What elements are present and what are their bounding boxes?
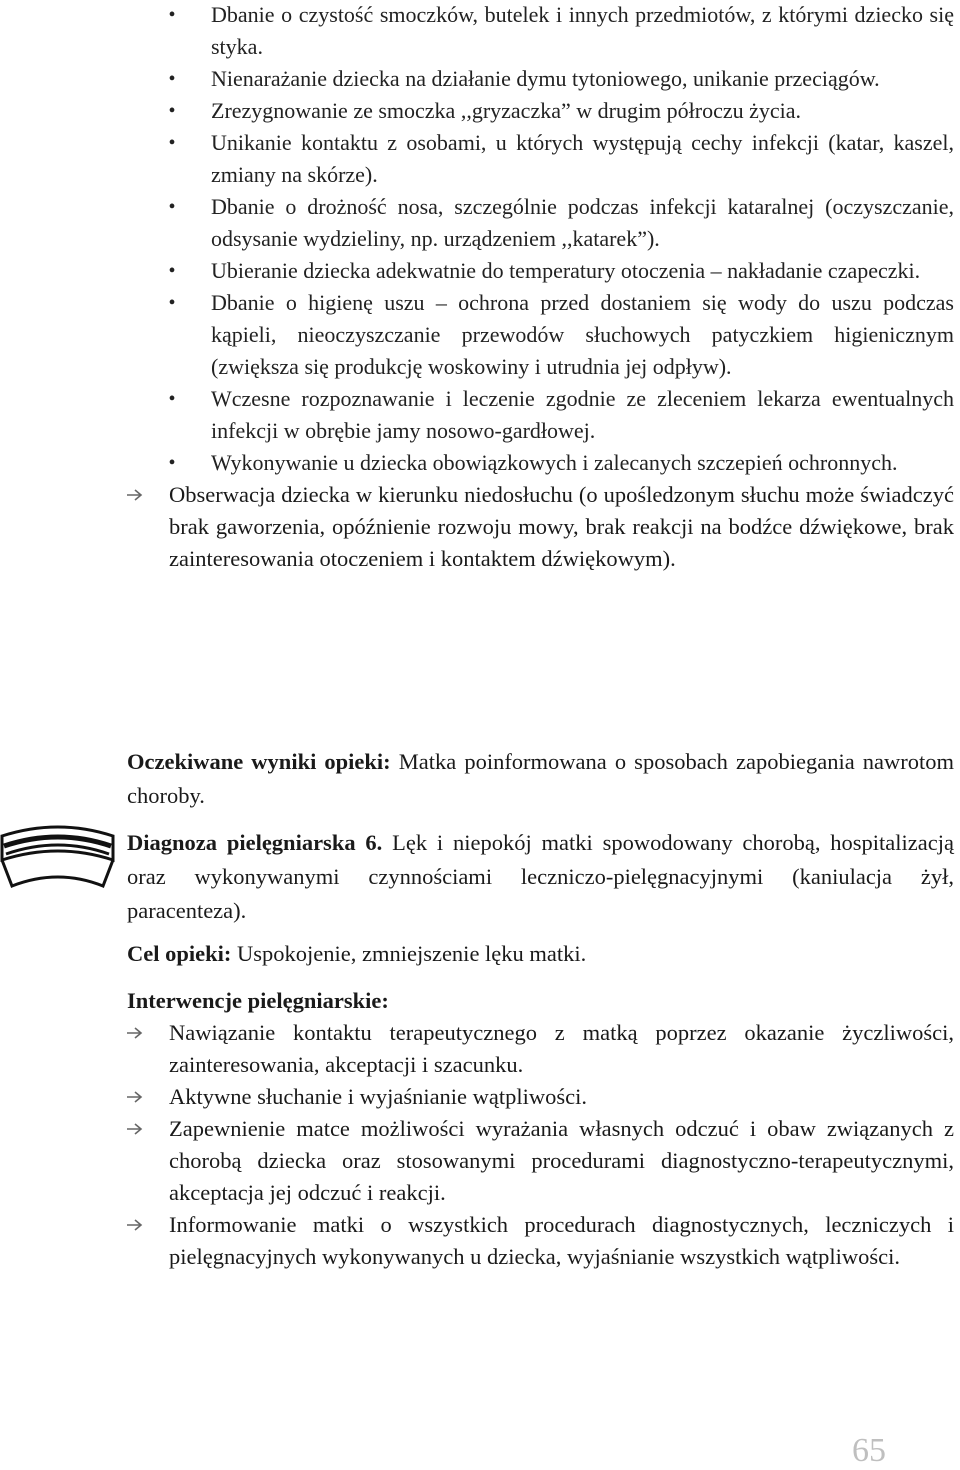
arrow-right-icon xyxy=(126,487,144,503)
bullet-dot-icon: • xyxy=(168,388,176,410)
interventions-heading: Interwencje pielęgniarskie: xyxy=(127,988,389,1013)
prevention-bullet-list xyxy=(0,0,960,575)
bullet-dot-icon: • xyxy=(168,100,176,122)
arrow-right-icon xyxy=(126,1121,144,1137)
list-item: Nawiązanie kontaktu terapeutycznego z matką poprzez okazanie życzliwości, zainteresowania, akceptacji i szacunku. xyxy=(0,1017,960,1081)
arrow-right-icon xyxy=(126,1089,144,1105)
diagnosis-paragraph xyxy=(127,826,954,928)
page-number: 65 xyxy=(852,1432,886,1469)
list-item: • Wykonywanie u dziecka obowiązkowych i zalecanych szczepień ochronnych. xyxy=(0,447,960,479)
bullet-dot-icon: • xyxy=(168,132,176,154)
arrow-right-icon xyxy=(126,1025,144,1041)
list-item: • Unikanie kontaktu z osobami, u których występują cechy infekcji (katar, kaszel, zmiany na skórze). xyxy=(0,127,960,191)
list-item: • Zrezygnowanie ze smoczka ,,gryzaczka” w drugim półroczu życia. xyxy=(0,95,960,127)
outcome-label: Oczekiwane wyniki opieki: xyxy=(127,749,391,774)
arrow-right-icon xyxy=(126,1217,144,1233)
bullet-dot-icon: • xyxy=(168,196,176,218)
outcome-text: Matka poinformowana o sposobach zapobiegania nawrotom choroby. xyxy=(127,749,954,808)
goal-label: Cel opieki: xyxy=(127,941,232,966)
list-item: Informowanie matki o wszystkich procedurach diagnostycznych, leczniczych i pielęgnacyjnych wykonywanych u dziecka, wyjaśnianie wszystkich wątpliwości. xyxy=(0,1209,960,1273)
observation-item: Obserwacja dziecka w kierunku niedosłuchu (o upośledzonym słuchu może świadczyć brak gaworzenia, opóźnienie rozwoju mowy, brak reakcji na bodźce dźwiękowe, brak zainteresowania otoczeniem i kontaktem dźwiękowym). xyxy=(0,479,960,575)
goal-text: Uspokojenie, zmniejszenie lęku matki. xyxy=(231,941,587,966)
bullet-dot-icon: • xyxy=(168,260,176,282)
list-item: • Dbanie o czystość smoczków, butelek i innych przedmiotów, z którymi dziecko się styka. xyxy=(0,0,960,63)
list-item: Zapewnienie matce możliwości wyrażania własnych odczuć i obaw związanych z chorobą dziecka oraz stosowanymi procedurami diagnostyczno-terapeutycznymi, akceptacja jej odczuć i reakcji. xyxy=(0,1113,960,1209)
list-item: • Nienarażanie dziecka na działanie dymu tytoniowego, unikanie przeciągów. xyxy=(0,63,960,95)
bullet-dot-icon: • xyxy=(168,292,176,314)
list-item: • Ubieranie dziecka adekwatnie do temperatury otoczenia – nakładanie czapeczki. xyxy=(0,255,960,287)
ribbon-banner-icon xyxy=(0,824,115,888)
expected-outcome xyxy=(127,745,954,813)
care-goal xyxy=(127,937,954,971)
list-item: Aktywne słuchanie i wyjaśnianie wątpliwości. xyxy=(0,1081,960,1113)
list-item: • Dbanie o drożność nosa, szczególnie podczas infekcji kataralnej (oczyszczanie, odsysanie wydzieliny, np. urządzeniem ,,katarek”). xyxy=(0,191,960,255)
list-item: • Wczesne rozpoznawanie i leczenie zgodnie ze zleceniem lekarza ewentualnych infekcji w obrębie jamy nosowo-gardłowej. xyxy=(0,383,960,447)
diagnosis-label: Diagnoza pielęgniarska 6. xyxy=(127,830,383,855)
bullet-dot-icon: • xyxy=(168,452,176,474)
bullet-dot-icon: • xyxy=(168,68,176,90)
bullet-dot-icon: • xyxy=(168,4,176,26)
diagnosis-text: Lęk i niepokój matki spowodowany chorobą, hospitalizacją oraz wykonywanymi czynnościami leczniczo-pielęgnacyjnymi (kaniulacja żył, paracenteza). xyxy=(127,830,954,923)
interventions-list xyxy=(0,1017,960,1273)
list-item: • Dbanie o higienę uszu – ochrona przed dostaniem się wody do uszu podczas kąpieli, nieoczyszczanie przewodów słuchowych patyczkiem higienicznym (zwiększa się produkcję woskowiny i utrudnia jej odpływ). xyxy=(0,287,960,383)
